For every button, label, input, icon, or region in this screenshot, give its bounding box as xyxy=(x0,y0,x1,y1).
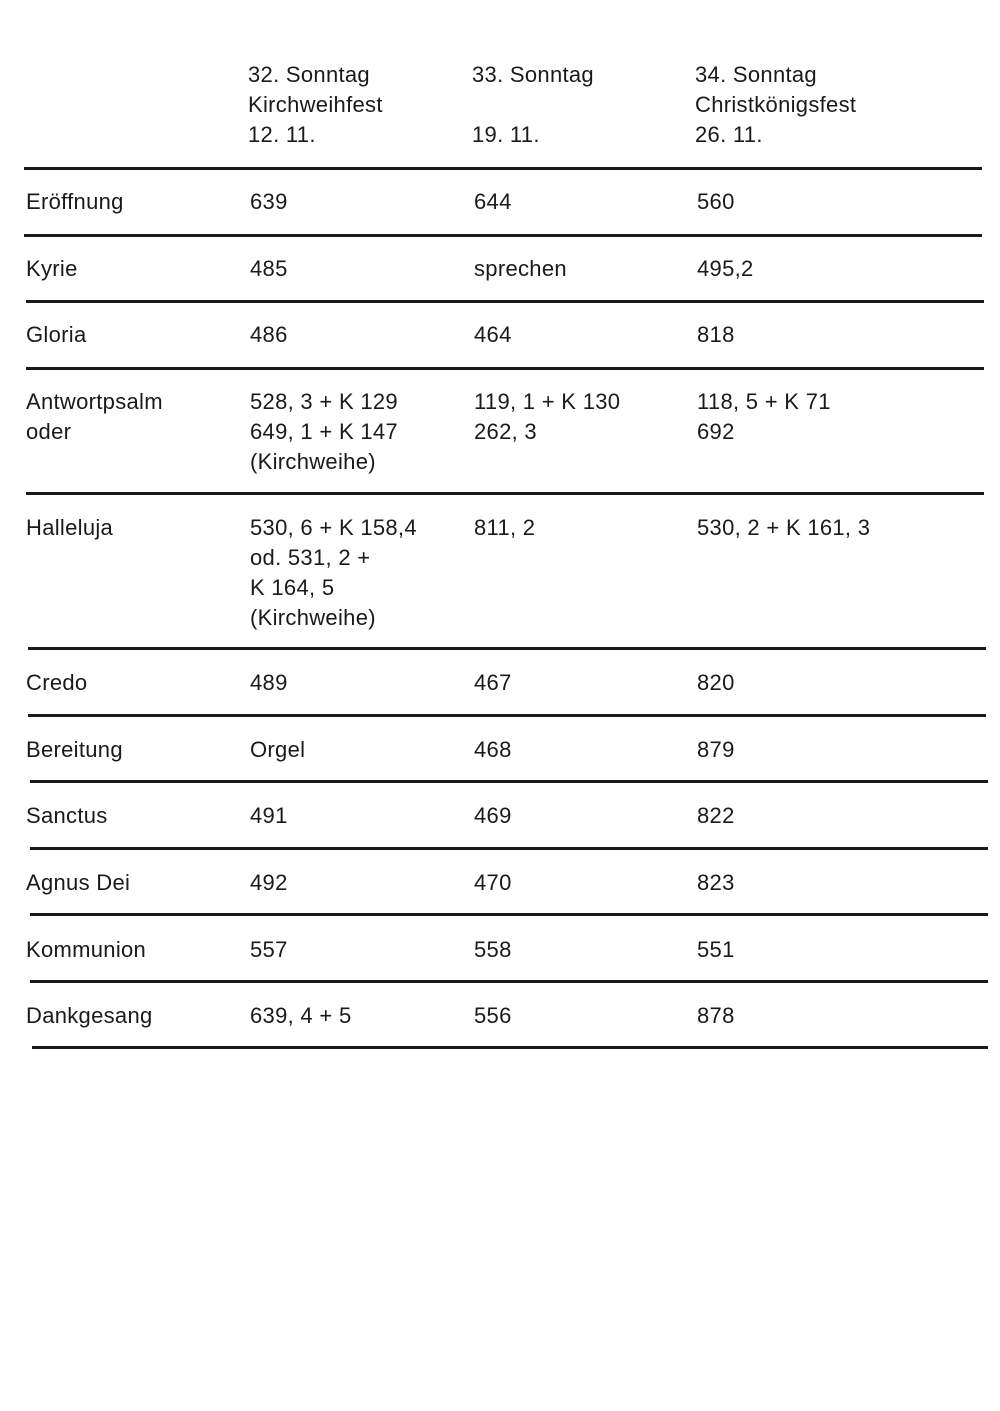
header-col-32-sonntag xyxy=(248,60,383,150)
header-col2-line3: 19. 11. xyxy=(472,122,540,147)
cell-32-sonntag: 489 xyxy=(250,670,288,695)
row-label: Kommunion xyxy=(26,937,147,962)
cell-34-sonntag: 818 xyxy=(697,322,735,347)
cell-33-sonntag: 468 xyxy=(474,737,512,762)
row-divider xyxy=(30,980,988,983)
cell-33-sonntag: 467 xyxy=(474,670,512,695)
header-col1-line2: Kirchweihfest xyxy=(248,92,383,117)
cell-34-sonntag: 820 xyxy=(697,670,735,695)
cell-34-sonntag: 560 xyxy=(697,189,735,214)
cell-32-sonntag: 639 xyxy=(250,189,288,214)
row-label: Kyrie xyxy=(26,256,78,281)
cell-34-sonntag: 822 xyxy=(697,803,735,828)
cell-33-sonntag: 644 xyxy=(474,189,512,214)
row-label: Credo xyxy=(26,670,88,695)
row-label: Halleluja xyxy=(26,515,114,540)
cell-33-sonntag: 556 xyxy=(474,1003,512,1028)
table-bottom-rule xyxy=(32,1046,988,1049)
row-label: Dankgesang xyxy=(26,1003,153,1028)
cell-33-sonntag: 811, 2 xyxy=(474,515,536,540)
header-col3-line2: Christkönigsfest xyxy=(695,92,857,117)
row-divider xyxy=(26,492,984,495)
cell-32-sonntag: 528, 3 + K 129 649, 1 + K 147 (Kirchweihe) xyxy=(250,389,398,474)
cell-32-sonntag: 491 xyxy=(250,803,288,828)
header-col2-line2 xyxy=(472,90,594,120)
header-col3-line3: 26. 11. xyxy=(695,122,763,147)
cell-34-sonntag: 530, 2 + K 161, 3 xyxy=(697,515,871,540)
header-col1-line1: 32. Sonntag xyxy=(248,62,370,87)
cell-34-sonntag: 118, 5 + K 71 692 xyxy=(697,389,831,444)
cell-32-sonntag: 639, 4 + 5 xyxy=(250,1003,352,1028)
header-col1-line3: 12. 11. xyxy=(248,122,316,147)
row-label: Eröffnung xyxy=(26,189,124,214)
header-col-34-sonntag xyxy=(695,60,856,150)
row-divider xyxy=(30,913,988,916)
header-col-33-sonntag xyxy=(472,60,594,150)
row-divider xyxy=(30,847,988,850)
cell-33-sonntag: 469 xyxy=(474,803,512,828)
cell-33-sonntag: 119, 1 + K 130 262, 3 xyxy=(474,389,621,444)
row-divider xyxy=(28,647,986,650)
row-divider xyxy=(24,234,982,237)
cell-33-sonntag: sprechen xyxy=(474,256,567,281)
cell-32-sonntag: 530, 6 + K 158,4 od. 531, 2 + K 164, 5 (Kirchweihe) xyxy=(250,515,417,630)
row-label: Bereitung xyxy=(26,737,123,762)
cell-32-sonntag: 485 xyxy=(250,256,288,281)
header-col3-line1: 34. Sonntag xyxy=(695,62,817,87)
cell-32-sonntag: 557 xyxy=(250,937,288,962)
row-divider xyxy=(26,300,984,303)
row-label: Sanctus xyxy=(26,803,108,828)
row-label: Agnus Dei xyxy=(26,870,131,895)
cell-34-sonntag: 823 xyxy=(697,870,735,895)
cell-33-sonntag: 470 xyxy=(474,870,512,895)
header-col2-line1: 33. Sonntag xyxy=(472,62,594,87)
row-label: Antwortpsalm oder xyxy=(26,389,163,444)
cell-34-sonntag: 879 xyxy=(697,737,735,762)
row-divider xyxy=(28,714,986,717)
cell-32-sonntag: 486 xyxy=(250,322,288,347)
cell-32-sonntag: 492 xyxy=(250,870,288,895)
cell-34-sonntag: 551 xyxy=(697,937,735,962)
row-label: Gloria xyxy=(26,322,87,347)
cell-34-sonntag: 495,2 xyxy=(697,256,754,281)
cell-33-sonntag: 558 xyxy=(474,937,512,962)
row-divider xyxy=(26,367,984,370)
row-divider xyxy=(30,780,988,783)
cell-33-sonntag: 464 xyxy=(474,322,512,347)
header-rule xyxy=(24,167,982,170)
cell-34-sonntag: 878 xyxy=(697,1003,735,1028)
cell-32-sonntag: Orgel xyxy=(250,737,306,762)
